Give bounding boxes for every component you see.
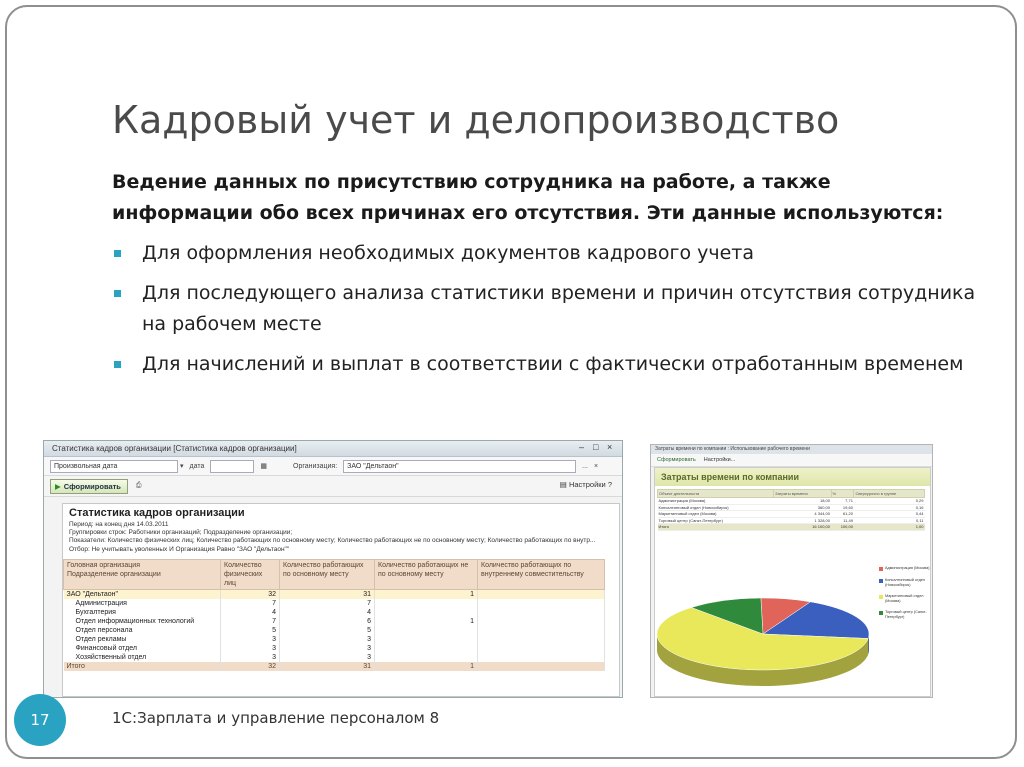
report-meta <box>69 521 619 554</box>
row-label-cell: Итого <box>658 524 774 531</box>
value-cell <box>478 626 605 635</box>
row-label-cell: Хозяйственный отдел <box>64 653 221 662</box>
bullet-item <box>112 238 992 269</box>
value-cell: 1,00 <box>854 524 925 531</box>
row-label-cell: Итого <box>64 662 221 671</box>
bullet-text: Для оформления необходимых документов кадрового учета <box>142 242 754 264</box>
column-header: Сверхурочно в группе <box>854 490 925 498</box>
legend-label: Администрация (Москва) <box>885 566 930 570</box>
value-cell: 1 328,00 <box>774 517 831 524</box>
generate-tab[interactable]: Сформировать <box>657 457 696 463</box>
value-cell: 31 <box>280 662 375 671</box>
bullet-marker-icon <box>114 290 121 297</box>
chart-report-title: Затраты времени по компании <box>655 468 930 486</box>
settings-button[interactable] <box>560 480 612 489</box>
report-meta-line: Группировки строк: Работники организаций; Подразделение организации; <box>69 529 293 537</box>
value-cell <box>478 599 605 608</box>
value-cell: 0,44 <box>854 511 925 518</box>
value-cell: 5 <box>221 626 280 635</box>
value-cell <box>478 635 605 644</box>
value-cell: 0,29 <box>854 498 925 505</box>
value-cell: 5 <box>280 626 375 635</box>
value-cell <box>375 635 478 644</box>
value-cell: 32 <box>221 589 280 599</box>
report-table <box>63 559 605 671</box>
org-label: Организация: <box>293 462 338 470</box>
table-row[interactable] <box>64 599 605 608</box>
value-cell <box>375 608 478 617</box>
row-label-cell: ЗАО "Дельтаон" <box>64 589 221 599</box>
bullet-text: Для начислений и выплат в соответствии с фактически отработанным временем <box>142 353 964 375</box>
report-table-header <box>64 559 605 589</box>
value-cell <box>375 626 478 635</box>
value-cell <box>478 662 605 671</box>
minimize-icon[interactable]: – <box>579 442 585 452</box>
org-field[interactable]: ЗАО "Дельтаон" <box>343 460 576 473</box>
value-cell: 0,16 <box>854 504 925 511</box>
bullet-item <box>112 349 992 380</box>
value-cell: 360,00 <box>774 504 831 511</box>
column-header: Количество работающих по основному месту <box>280 559 375 589</box>
maximize-icon[interactable]: □ <box>593 442 599 452</box>
chart-legend <box>879 566 933 627</box>
row-label-cell: Администрация <box>64 599 221 608</box>
date-field[interactable] <box>210 460 254 473</box>
value-cell: 3 <box>280 635 375 644</box>
value-cell <box>478 644 605 653</box>
row-label-cell: Бухгалтерия <box>64 608 221 617</box>
help-icon: ? <box>607 480 612 489</box>
chevron-down-icon[interactable]: ▾ <box>180 463 184 470</box>
column-header: Количество физических лиц <box>221 559 280 589</box>
chart-window <box>650 444 933 698</box>
legend-item <box>879 610 933 619</box>
value-cell: 11,49 <box>831 517 854 524</box>
report-filter-bar <box>44 457 622 476</box>
footer-text: 1С:Зарплата и управление персоналом 8 <box>112 709 440 727</box>
legend-item <box>879 578 933 587</box>
select-ellipsis-icon[interactable]: ... <box>582 462 589 470</box>
legend-label: Торговый центр (Санкт-Петербург) <box>885 610 927 619</box>
report-meta-line: Показатели: Количество физических лиц; Количество работающих по основному месту; Количество работающих не по основному месту; Количество работающих по внутр... <box>69 537 596 545</box>
legend-label: Консалтинговый отдел (Новосибирск) <box>885 578 925 587</box>
value-cell: 4 <box>221 608 280 617</box>
legend-label: Маркетинговый отдел (Москва) <box>885 594 924 603</box>
value-cell: 7 <box>221 617 280 626</box>
value-cell: 0,11 <box>854 517 925 524</box>
value-cell: 3 <box>280 653 375 662</box>
value-cell: 3 <box>221 644 280 653</box>
settings-tab[interactable]: Настройки... <box>703 457 736 463</box>
report-title: Статистика кадров организации <box>69 507 245 519</box>
bullet-item <box>112 278 992 340</box>
value-cell: 61,20 <box>831 511 854 518</box>
close-icon[interactable]: × <box>607 442 613 452</box>
value-cell: 31 <box>280 589 375 599</box>
value-cell: 1 <box>375 589 478 599</box>
legend-swatch <box>879 567 883 571</box>
column-header: Затраты времени <box>774 490 831 498</box>
row-label-cell: Маркетинговый отдел (Москва) <box>658 511 774 518</box>
report-meta-line: Период: на конец дня 14.03.2011 <box>69 521 169 528</box>
value-cell: 1 <box>375 662 478 671</box>
row-label-cell: Отдел персонала <box>64 626 221 635</box>
value-cell: 3 <box>221 653 280 662</box>
date-label: дата <box>189 462 205 470</box>
bullet-marker-icon <box>114 250 121 257</box>
bullet-list <box>112 238 992 389</box>
value-cell: 3 <box>280 644 375 653</box>
bullet-marker-icon <box>114 361 121 368</box>
value-cell: 7 <box>280 599 375 608</box>
clear-icon[interactable]: × <box>594 462 599 470</box>
row-label-cell: Отдел информационных технологий <box>64 617 221 626</box>
legend-swatch <box>879 579 883 583</box>
value-cell: 4 <box>280 608 375 617</box>
column-header: Объект деятельности <box>658 490 774 498</box>
value-cell <box>478 617 605 626</box>
value-cell <box>478 608 605 617</box>
generate-button-label: Сформировать <box>63 481 121 491</box>
chart-report-sheet <box>654 467 931 697</box>
value-cell: 32 <box>221 662 280 671</box>
legend-item <box>879 594 933 603</box>
value-cell <box>375 644 478 653</box>
row-label-cell: Администрация (Москва) <box>658 498 774 505</box>
value-cell: 100,00 <box>831 524 854 531</box>
column-header: Головная организация Подразделение организации <box>64 559 221 589</box>
row-label-cell: Консалтинговый отдел (Новосибирск) <box>658 504 774 511</box>
legend-item <box>879 566 933 571</box>
value-cell <box>375 599 478 608</box>
value-cell: 3 <box>221 635 280 644</box>
value-cell <box>375 653 478 662</box>
value-cell: 7,71 <box>831 498 854 505</box>
bullet-text: Для последующего анализа статистики времени и причин отсутствия сотрудника на рабочем месте <box>142 282 976 335</box>
page-number-badge: 17 <box>14 694 66 746</box>
row-label-cell: Финансовый отдел <box>64 644 221 653</box>
value-cell: 1 <box>375 617 478 626</box>
report-window-title: Статистика кадров организации [Статистика кадров организации] <box>52 444 297 453</box>
play-icon: ▶ <box>55 481 61 491</box>
report-window-titlebar <box>44 441 622 457</box>
value-cell <box>478 589 605 599</box>
calendar-icon[interactable]: ▦ <box>260 463 267 470</box>
panel-icon: ▤ <box>559 480 567 489</box>
column-header: Количество работающих не по основному месту <box>375 559 478 589</box>
table-row[interactable] <box>64 608 605 617</box>
chart-window-toolbar <box>651 454 932 467</box>
table-row[interactable] <box>64 617 605 626</box>
value-cell: 16 100,00 <box>774 524 831 531</box>
value-cell: 7 <box>221 599 280 608</box>
report-sheet <box>62 503 620 697</box>
table-row[interactable] <box>64 626 605 635</box>
report-window <box>43 440 623 698</box>
row-label-cell: Торговый центр (Санкт-Петербург) <box>658 517 774 524</box>
chart-window-title: Затраты времени по компании : Использование рабочего времени <box>651 445 932 454</box>
value-cell: 19,60 <box>831 504 854 511</box>
table-row[interactable] <box>64 635 605 644</box>
column-header: % <box>831 490 854 498</box>
total-row[interactable] <box>64 662 605 671</box>
generate-button[interactable] <box>50 479 128 494</box>
legend-swatch <box>879 611 883 615</box>
column-header: Количество работающих по внутреннему совместительству <box>478 559 605 589</box>
value-cell: 4 344,00 <box>774 511 831 518</box>
table-row[interactable] <box>64 653 605 662</box>
period-select[interactable]: Произвольная дата <box>50 460 178 473</box>
value-cell: 6 <box>280 617 375 626</box>
slide-title: Кадровый учет и делопроизводство <box>112 98 840 142</box>
value-cell: 18,00 <box>774 498 831 505</box>
table-row[interactable] <box>64 589 605 599</box>
value-cell <box>478 653 605 662</box>
print-icon[interactable]: ⎙ <box>135 482 142 489</box>
lead-paragraph: Ведение данных по присутствию сотрудника на работе, а также информации обо всех причинах его отсутствия. Эти данные используются: <box>112 171 944 224</box>
report-command-bar <box>44 476 622 497</box>
table-row[interactable] <box>64 644 605 653</box>
row-label-cell: Отдел рекламы <box>64 635 221 644</box>
settings-label: Настройки <box>568 480 606 489</box>
legend-swatch <box>879 595 883 599</box>
report-meta-line: Отбор: Не учитывать уволенных И Организация Равно "ЗАО "Дельтаон"" <box>69 545 290 553</box>
